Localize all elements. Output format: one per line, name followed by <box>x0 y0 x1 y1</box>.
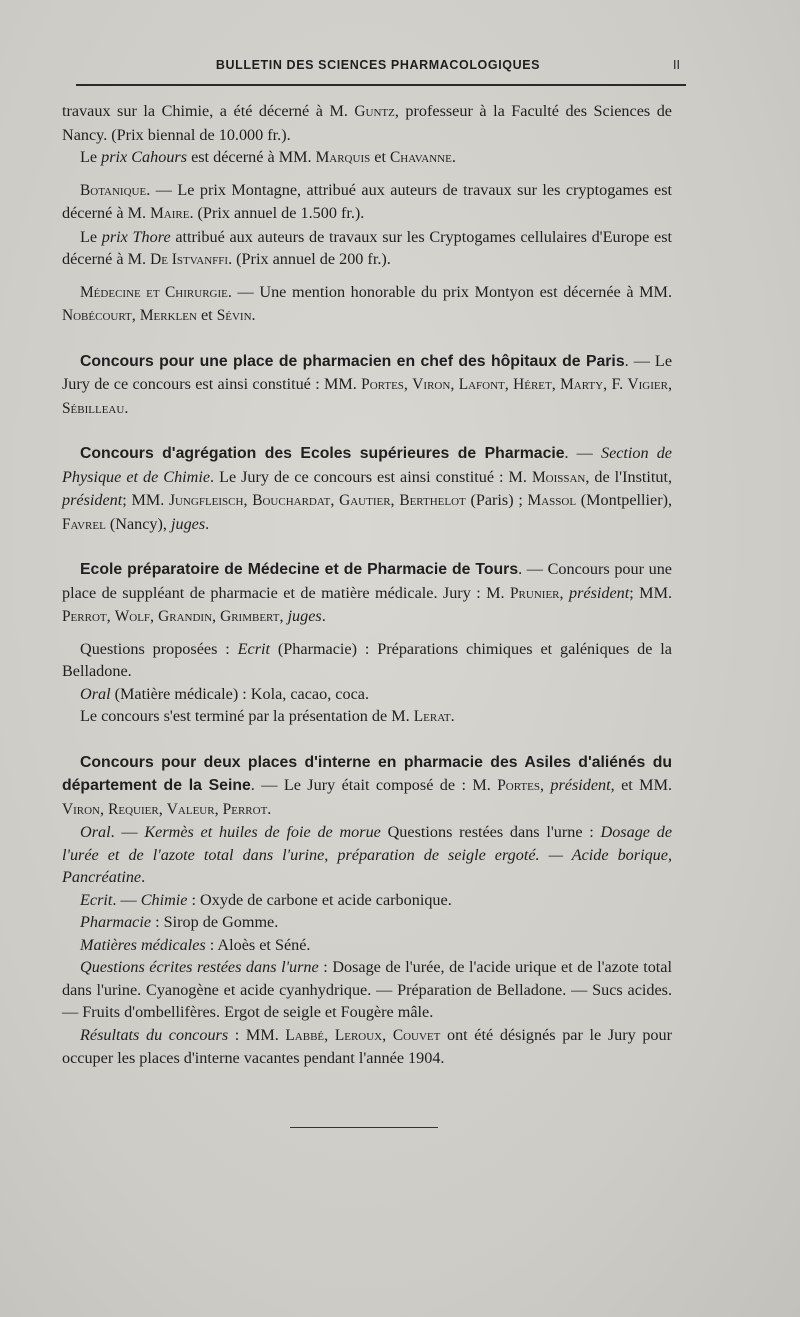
paragraph-pharmacie: Pharmacie : Sirop de Gomme. <box>80 913 279 931</box>
italic-term: Questions écrites restées dans l'urne <box>80 958 319 976</box>
person-name: Favrel <box>62 515 106 533</box>
person-name: Merklen <box>139 307 197 324</box>
person-name: Bouchardat <box>252 492 331 509</box>
paragraph-concours-asiles: Concours pour deux places d'interne en pharmacie des Asiles d'aliénés du département de la Seine. — Le Jury était composé de : M. Portes, président, et MM. Viron, Requier, Valeur, Perrot. <box>62 753 673 818</box>
person-name: Nobécourt <box>62 307 132 324</box>
person-name: Wolf <box>114 608 151 625</box>
section-label: Médecine et Chirurgie <box>80 283 228 301</box>
person-name: Moissan <box>531 468 586 486</box>
person-name: Massol <box>527 492 577 509</box>
paragraph-ecole-tours: Ecole préparatoire de Médecine et de Pharmacie de Tours. — Concours pour une place de suppléant de pharmacie et de matière médicale. Jury : M. Prunier, président; MM. Perrot, Wolf, Grandin, Grimbert, juges. <box>62 560 673 625</box>
header-title: BULLETIN DES SCIENCES PHARMACOLOGIQUES <box>215 58 541 72</box>
person-name: Perrot <box>222 800 268 818</box>
person-name: De Istvanffi <box>150 251 229 268</box>
person-name: Lerat <box>413 708 451 725</box>
italic-term: Ecrit <box>237 639 271 658</box>
person-name: Viron <box>62 800 101 818</box>
italic-term: Pharmacie <box>80 913 152 931</box>
person-name: Couvet <box>392 1026 441 1044</box>
paragraph-guntz: travaux sur la Chimie, a été décerné à M. Guntz, professeur à la Faculté des Sciences de Nancy. (Prix biennal de 10.000 fr.). <box>62 102 672 144</box>
paragraph-prix-cahours: Le prix Cahours est décerné à MM. Marquis et Chavanne. <box>80 148 456 166</box>
italic-term: président <box>62 491 123 509</box>
paragraph-oral-asiles: Oral. — Kermès et huiles de foie de morue Questions restées dans l'urne : Dosage de l'urée et de l'azote total dans l'urine, préparation de seigle ergoté. — Acide borique, Pancréatine. <box>62 823 673 886</box>
person-name: Labbé <box>285 1026 325 1044</box>
person-name: Héret <box>513 376 552 393</box>
paragraph-lerat: Le concours s'est terminé par la présentation de M. Lerat. <box>80 707 455 725</box>
person-name: Grimbert <box>220 608 280 625</box>
person-name: Chavanne <box>390 149 452 166</box>
paragraph-ecrit-chimie: Ecrit. — Chimie : Oxyde de carbone et acide carbonique. <box>80 890 452 909</box>
italic-term: président <box>569 583 630 602</box>
person-name: Valeur <box>166 800 215 818</box>
person-name: Portes <box>361 376 404 393</box>
page-number: II <box>673 58 680 72</box>
paragraph-oral-tours: Oral (Matière médicale) : Kola, cacao, coca. <box>80 684 369 703</box>
paragraph-prix-thore: Le prix Thore attribué aux auteurs de travaux sur les Cryptogames cellulaires d'Europe est décerné à M. De Istvanffi. (Prix annuel de 200 fr.). <box>62 227 673 268</box>
italic-term: Résultats du concours <box>80 1025 229 1044</box>
paragraph-medecine: Médecine et Chirurgie. — Une mention honorable du prix Montyon est décernée à MM. Nobécourt, Merklen et Sévin. <box>62 282 673 324</box>
paragraph-questions-ecrites: Questions écrites restées dans l'urne : Dosage de l'urée, de l'acide urique et de l'azote total dans l'urine. Cyanogène et acide cyanhydrique. — Préparation de Belladone. — Sucs acides. — Fruits d'ombellifères. Ergot de seigle et Fougère mâle. <box>62 958 672 1021</box>
person-name: Lafont <box>458 376 505 393</box>
closing-rule <box>290 1127 438 1128</box>
paragraph-questions-proposees: Questions proposées : Ecrit (Pharmacie) : Préparations chimiques et galéniques de la Belladone. <box>62 639 672 680</box>
paragraph-matieres-medicales: Matières médicales : Aloès et Séné. <box>80 935 311 954</box>
person-name: Berthelot <box>399 492 466 509</box>
running-header <box>76 58 680 80</box>
paragraph-concours-agregation: Concours d'agrégation des Ecoles supérieures de Pharmacie. — Section de Physique et de Chimie. Le Jury de ce concours est ainsi constitué : M. Moissan, de l'Institut, président; MM. Jungfleisch, Bouchardat, Gautier, Berthelot (Paris) ; Massol (Montpellier), Favrel (Nancy), juges. <box>62 444 673 533</box>
section-heading: Concours d'agrégation des Ecoles supérieures de Pharmacie <box>80 445 565 462</box>
person-name: Prunier <box>510 584 560 602</box>
person-name: Marty <box>560 376 604 393</box>
person-name: Sévin <box>216 307 252 324</box>
italic-term: prix Cahours <box>101 148 188 166</box>
person-name: Portes <box>497 777 540 794</box>
italic-term: Oral <box>80 823 111 841</box>
person-name: Guntz <box>354 103 395 120</box>
person-name: Leroux <box>334 1026 383 1044</box>
section-heading: Ecole préparatoire de Médecine et de Pharmacie de Tours <box>80 561 519 578</box>
paragraph-resultats: Résultats du concours : MM. Labbé, Leroux, Couvet ont été désignés par le Jury pour occuper les places d'interne vacantes pendant l'année 1904. <box>62 1025 672 1067</box>
italic-term: Oral <box>80 684 111 703</box>
person-name: Maire <box>150 205 190 222</box>
italic-term: juges <box>287 607 322 625</box>
italic-term: prix Thore <box>101 227 171 246</box>
italic-term: Dosage de l'urée et de l'azote total dans l'urine, préparation de seigle ergoté. — Acide borique, Pancréatine <box>62 823 673 886</box>
italic-term: Ecrit <box>80 890 113 909</box>
person-name: Requier <box>108 800 159 818</box>
person-name: Sébilleau <box>62 399 125 417</box>
person-name: Jungfleisch <box>169 492 244 509</box>
person-name: Viron <box>412 376 451 393</box>
person-name: Vigier <box>627 376 668 393</box>
italic-term: Section de Physique et de Chimie <box>62 444 672 486</box>
italic-term: Matières médicales <box>80 935 206 954</box>
article-body <box>62 100 672 1070</box>
section-heading: Concours pour une place de pharmacien en chef des hôpitaux de Paris <box>80 352 625 370</box>
person-name: Gautier <box>339 492 391 509</box>
section-label: Botanique <box>80 181 147 199</box>
paragraph-botanique: Botanique. — Le prix Montagne, attribué aux auteurs de travaux sur les cryptogames est décerné à M. Maire. (Prix annuel de 1.500 fr.). <box>62 180 672 222</box>
italic-term: juges <box>170 514 206 533</box>
header-rule <box>76 84 686 86</box>
italic-term: Kermès et huiles de foie de morue <box>144 823 381 841</box>
section-heading: Concours pour deux places d'interne en pharmacie des Asiles d'aliénés du département de la Seine <box>62 753 672 794</box>
person-name: Marquis <box>315 149 371 166</box>
italic-term: président <box>550 776 611 794</box>
italic-term: Chimie <box>140 890 188 909</box>
person-name: Perrot <box>62 608 107 625</box>
paragraph-concours-hopitaux: Concours pour une place de pharmacien en chef des hôpitaux de Paris. — Le Jury de ce concours est ainsi constitué : MM. Portes, Viron, Lafont, Héret, Marty, F. Vigier, Sébilleau. <box>62 351 673 417</box>
person-name: Grandin <box>158 608 213 625</box>
